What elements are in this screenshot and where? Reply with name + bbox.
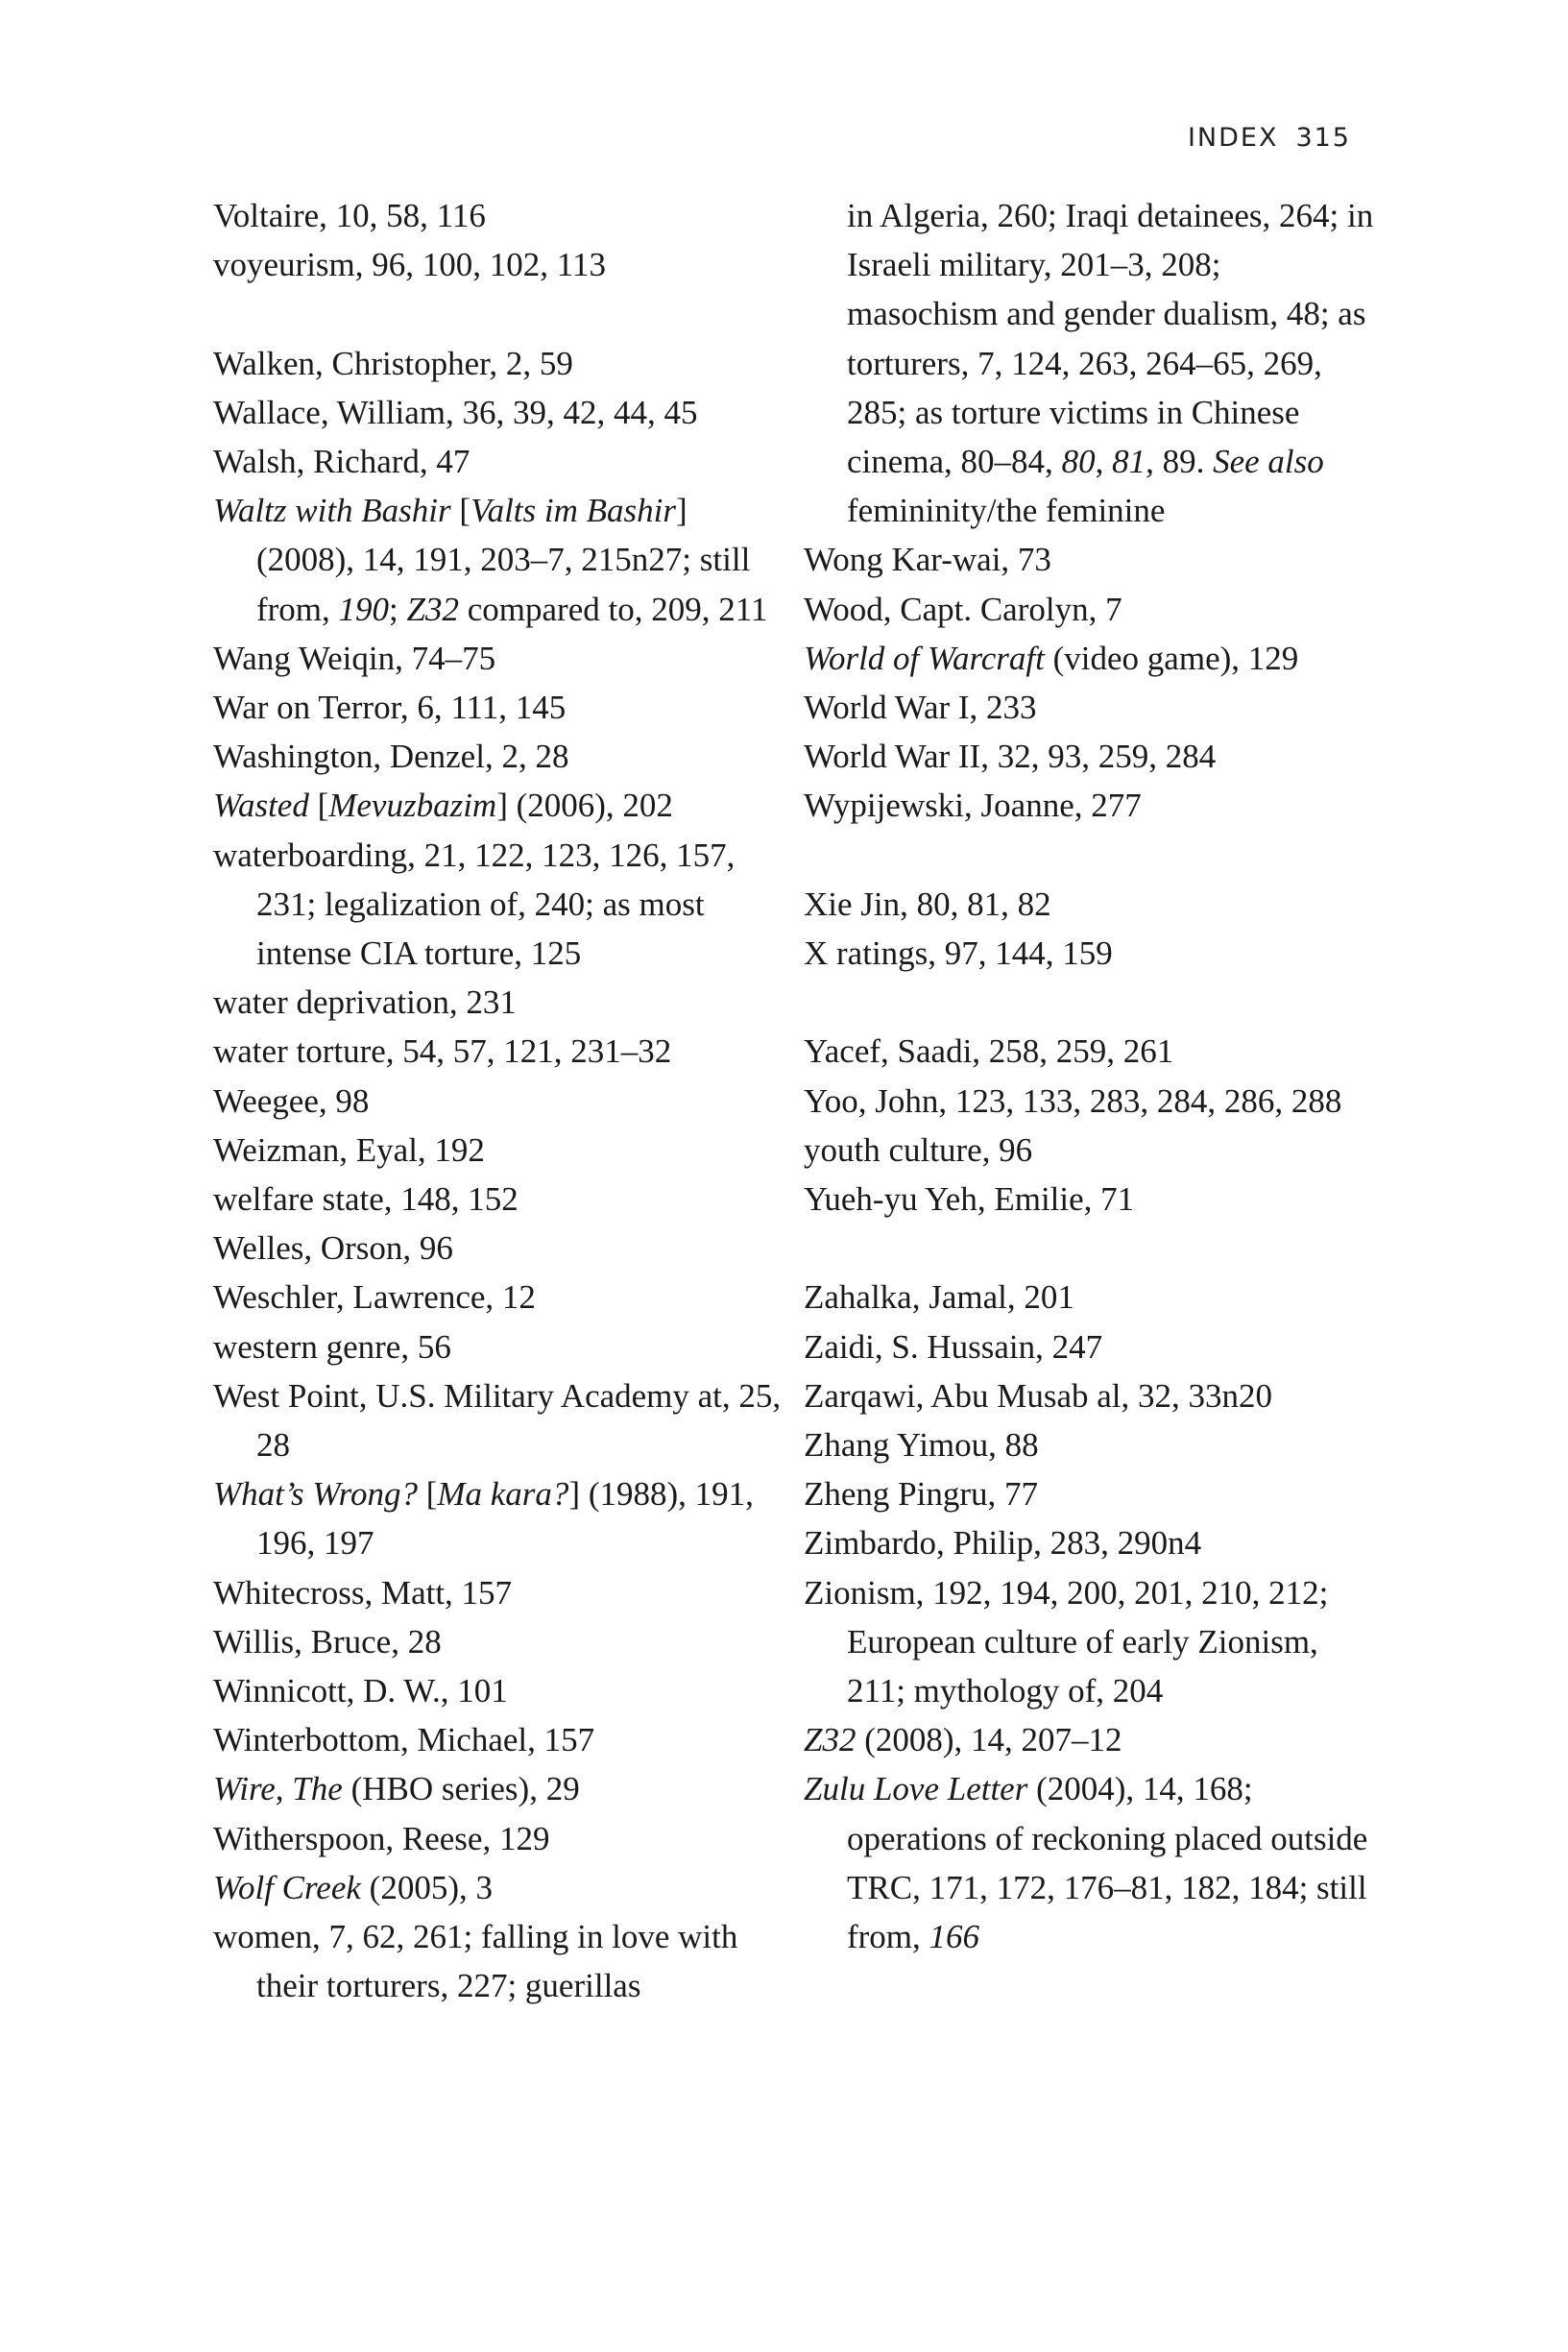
index-entry — [804, 1764, 1380, 1961]
entry-text: Walken, Christopher, 2, 59 — [213, 344, 573, 382]
running-head-label: INDEX — [1187, 123, 1279, 153]
index-entry — [213, 683, 789, 732]
index-entry — [804, 781, 1380, 830]
index-entry — [213, 1027, 789, 1076]
entry-text: Winterbottom, Michael, 157 — [213, 1721, 595, 1759]
entry-text: Wallace, William, 36, 39, 42, 44, 45 — [213, 393, 698, 431]
entry-text: [ — [308, 787, 329, 825]
entry-text: ] (2006), 202 — [496, 787, 673, 825]
index-entry — [804, 1371, 1380, 1420]
index-entry — [213, 1814, 789, 1863]
index-entry — [213, 1322, 789, 1371]
index-entry — [804, 1715, 1380, 1764]
entry-text-italic: Z32 — [406, 590, 459, 628]
entry-text: Wood, Capt. Carolyn, 7 — [804, 590, 1122, 628]
index-entry-continued — [804, 191, 1380, 535]
index-entry — [804, 929, 1380, 978]
entry-text: women, 7, 62, 261; falling in love with their torturers, 227; guerillas — [213, 1918, 738, 2005]
entry-text: , 89. — [1146, 443, 1214, 481]
entry-text: Zarqawi, Abu Musab al, 32, 33n20 — [804, 1376, 1272, 1415]
entry-text: water deprivation, 231 — [213, 983, 517, 1022]
index-entry — [804, 1027, 1380, 1076]
entry-text: Zheng Pingru, 77 — [804, 1475, 1039, 1514]
entry-text: Wong Kar-wai, 73 — [804, 541, 1051, 579]
entry-text: Zionism, 192, 194, 200, 201, 210, 212; European culture of early Zionism, 211; mythology of, 204 — [804, 1573, 1329, 1710]
entry-text: Witherspoon, Reese, 129 — [213, 1819, 550, 1857]
entry-text: (video game), 129 — [1044, 639, 1299, 677]
index-entry — [804, 1273, 1380, 1321]
index-entry — [213, 486, 789, 634]
index-entry — [213, 781, 789, 830]
entry-text-italic: 166 — [929, 1918, 980, 1956]
entry-text: West Point, U.S. Military Academy at, 25, 28 — [213, 1376, 782, 1465]
index-entry — [213, 732, 789, 781]
entry-text: Wang Weiqin, 74–75 — [213, 639, 496, 677]
index-entry — [213, 1273, 789, 1321]
entry-text: ] (1988), 191, 196, 197 — [256, 1475, 754, 1563]
index-entry — [213, 437, 789, 486]
entry-text: Zaidi, S. Hussain, 247 — [804, 1327, 1103, 1366]
index-entry — [804, 585, 1380, 634]
index-entry — [804, 1420, 1380, 1469]
entry-text: waterboarding, 21, 122, 123, 126, 157, 231; legalization of, 240; as most intense CIA torture, 125 — [213, 836, 736, 973]
index-entry — [213, 1912, 789, 2010]
index-entry — [804, 634, 1380, 683]
entry-text: [ — [450, 492, 471, 530]
entry-text: Weschler, Lawrence, 12 — [213, 1278, 536, 1317]
entry-text: World War II, 32, 93, 259, 284 — [804, 738, 1217, 776]
index-entry — [213, 634, 789, 683]
entry-text: X ratings, 97, 144, 159 — [804, 934, 1113, 973]
entry-text: Weegee, 98 — [213, 1081, 370, 1120]
entry-text: Xie Jin, 80, 81, 82 — [804, 885, 1051, 923]
index-entry — [804, 683, 1380, 732]
index-entry — [213, 978, 789, 1027]
index-entry — [213, 339, 789, 388]
entry-text-italic: Mevuzbazim — [328, 787, 497, 825]
index-entry — [804, 732, 1380, 781]
index-entry — [213, 1715, 789, 1764]
index-entry — [213, 1077, 789, 1126]
entry-text: , — [1095, 443, 1113, 481]
entry-text: Willis, Bruce, 28 — [213, 1622, 442, 1661]
entry-text: (HBO series), 29 — [342, 1770, 580, 1808]
entry-text: Wypijewski, Joanne, 277 — [804, 787, 1142, 825]
entry-text: Weizman, Eyal, 192 — [213, 1130, 485, 1169]
entry-text: Welles, Orson, 96 — [213, 1229, 453, 1268]
letter-group-gap — [213, 289, 789, 338]
index-entry — [213, 1371, 789, 1469]
index-entry — [804, 1322, 1380, 1371]
entry-text-italic: 190 — [338, 590, 390, 628]
entry-text: Yoo, John, 123, 133, 283, 284, 286, 288 — [804, 1081, 1342, 1120]
index-entry — [804, 1469, 1380, 1518]
entry-text-italic: Wasted — [213, 787, 309, 825]
entry-text: War on Terror, 6, 111, 145 — [213, 689, 567, 727]
index-entry — [804, 880, 1380, 929]
entry-text: ] (2008), 14, 191, 203–7, 215n27; still from, — [256, 492, 751, 628]
index-entry — [804, 1077, 1380, 1126]
entry-text: ; — [389, 590, 407, 628]
entry-text-italic: World of Warcraft — [804, 639, 1045, 677]
index-entry — [213, 1568, 789, 1617]
entry-text-italic: See also — [1213, 443, 1324, 481]
index-entry — [213, 1617, 789, 1666]
entry-text-italic: Valts im Bashir — [470, 492, 676, 530]
index-entry — [213, 1224, 789, 1273]
entry-text: [ — [417, 1475, 438, 1514]
entry-text-italic: Wolf Creek — [213, 1868, 361, 1906]
entry-text: youth culture, 96 — [804, 1130, 1033, 1169]
entry-text: Yueh-yu Yeh, Emilie, 71 — [804, 1180, 1135, 1219]
index-entry — [213, 1126, 789, 1175]
entry-text: Voltaire, 10, 58, 116 — [213, 197, 486, 234]
entry-text: (2005), 3 — [360, 1868, 493, 1906]
index-column-right — [804, 191, 1380, 1961]
index-entry — [213, 1764, 789, 1813]
entry-text: Yacef, Saadi, 258, 259, 261 — [804, 1032, 1174, 1071]
entry-text: Zimbardo, Philip, 283, 290n4 — [804, 1524, 1202, 1563]
entry-text: voyeurism, 96, 100, 102, 113 — [213, 246, 606, 284]
index-entry — [213, 1666, 789, 1715]
index-entry — [213, 388, 789, 437]
entry-text-italic: 80 — [1061, 443, 1096, 481]
index-entry — [213, 1469, 789, 1567]
index-entry — [804, 535, 1380, 584]
entry-text: (2008), 14, 207–12 — [856, 1721, 1122, 1759]
entry-text: Whitecross, Matt, 157 — [213, 1573, 513, 1612]
entry-text-italic: Waltz with Bashir — [213, 492, 451, 530]
entry-text: welfare state, 148, 152 — [213, 1180, 519, 1219]
entry-text: water torture, 54, 57, 121, 231–32 — [213, 1032, 672, 1071]
entry-text: western genre, 56 — [213, 1327, 451, 1366]
index-entry — [804, 1518, 1380, 1567]
entry-text: Washington, Denzel, 2, 28 — [213, 738, 569, 776]
index-entry — [213, 191, 789, 240]
index-entry — [213, 240, 789, 289]
entry-text: Zahalka, Jamal, 201 — [804, 1278, 1074, 1317]
entry-text: Walsh, Richard, 47 — [213, 443, 470, 480]
index-entry — [804, 1126, 1380, 1175]
letter-group-gap — [804, 978, 1380, 1027]
entry-text-italic: Ma kara? — [437, 1475, 569, 1514]
entry-text: in Algeria, 260; Iraqi detainees, 264; in Israeli military, 201–3, 208; masochism and gender dualism, 48; as torturers, 7, 124, 263, 264–65, 269, 285; as torture victims in Chinese cinema, 80–84, — [847, 197, 1374, 481]
letter-group-gap — [804, 1224, 1380, 1273]
entry-text-italic: Zulu Love Letter — [804, 1770, 1028, 1808]
page-number: 315 — [1295, 123, 1351, 153]
index-entry — [213, 1175, 789, 1224]
entry-text-italic: Wire, The — [213, 1770, 343, 1808]
index-column-left — [213, 191, 789, 2011]
entry-text-italic: Z32 — [804, 1721, 856, 1759]
running-head — [1188, 123, 1351, 153]
entry-text: (2004), 14, 168; operations of reckoning placed outside TRC, 171, 172, 176–81, 182, 184; still from, — [847, 1770, 1368, 1956]
entry-text: Winnicott, D. W., 101 — [213, 1672, 508, 1710]
index-entry — [804, 1175, 1380, 1224]
index-entry — [213, 1863, 789, 1912]
entry-text: Zhang Yimou, 88 — [804, 1426, 1039, 1465]
index-entry — [804, 1568, 1380, 1716]
entry-text: femininity/the feminine — [847, 492, 1166, 530]
index-entry — [213, 831, 789, 979]
entry-text-italic: What’s Wrong? — [213, 1475, 418, 1514]
entry-text: compared to, 209, 211 — [459, 590, 768, 628]
entry-text-italic: 81 — [1112, 443, 1146, 481]
entry-text: World War I, 233 — [804, 689, 1037, 727]
letter-group-gap — [804, 831, 1380, 880]
